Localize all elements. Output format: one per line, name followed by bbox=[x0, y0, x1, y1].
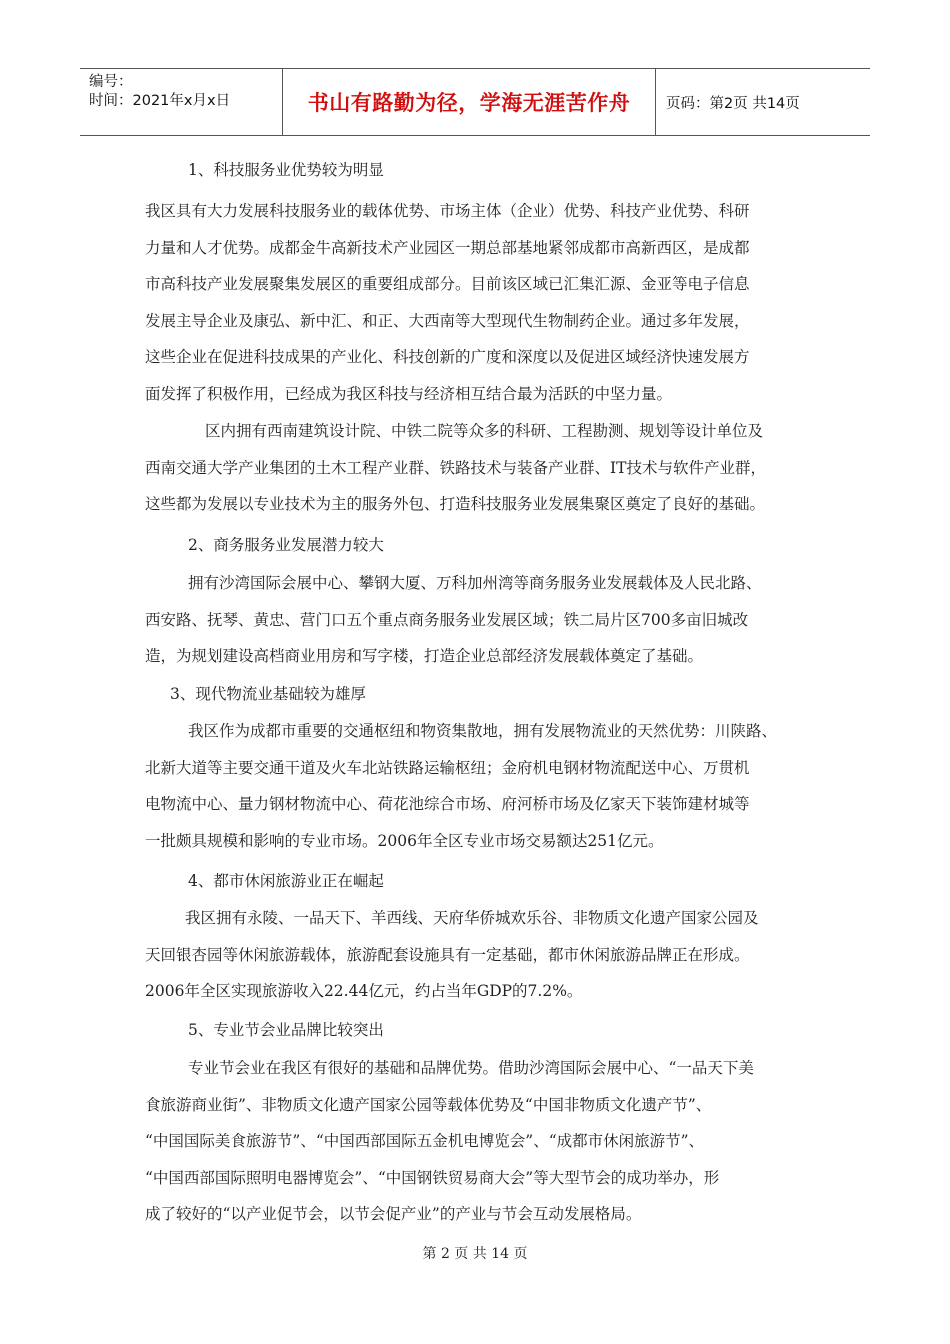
text-line: 食旅游商业街”、非物质文化遗产国家公园等载体优势及“中国非物质文化遗产节”、 bbox=[145, 1095, 712, 1114]
text-line: 我区作为成都市重要的交通枢纽和物资集散地，拥有发展物流业的天然优势：川陕路、 bbox=[188, 722, 778, 740]
text-line: 造，为规划建设高档商业用房和写字楼，打造企业总部经济发展载体奠定了基础。 bbox=[145, 647, 704, 666]
text-line: 面发挥了积极作用，已经成为我区科技与经济相互结合最为活跃的中坚力量。 bbox=[145, 384, 673, 403]
paragraph-1-2 bbox=[145, 413, 766, 523]
text-line: 天回银杏园等休闲旅游载体，旅游配套设施具有一定基础，都市休闲旅游品牌正在形成。 bbox=[145, 945, 750, 964]
header-motto: 书山有路勤为径，学海无涯苦作舟 bbox=[307, 91, 631, 115]
text-line: 我区具有大力发展科技服务业的载体优势、市场主体（企业）优势、科技产业优势、科研 bbox=[145, 202, 750, 220]
text-line: 发展主导企业及康弘、新中汇、和正、大西南等大型现代生物制药企业。通过多年发展， bbox=[145, 311, 750, 330]
document-number-label: 编号： bbox=[89, 74, 133, 90]
text-line: 这些企业在促进科技成果的产业化、科技创新的广度和深度以及促进区域经济快速发展方 bbox=[145, 348, 750, 367]
header-left-cell bbox=[80, 69, 283, 135]
text-line: 拥有沙湾国际会展中心、攀钢大厦、万科加州湾等商务服务业发展载体及人民北路、 bbox=[188, 574, 762, 592]
text-line: 我区拥有永陵、一品天下、羊西线、天府华侨城欢乐谷、非物质文化遗产国家公园及 bbox=[185, 909, 759, 927]
text-line: 北新大道等主要交通干道及火车北站铁路运输枢纽；金府机电钢材物流配送中心、万贯机 bbox=[145, 758, 750, 777]
text-line: 区内拥有西南建筑设计院、中铁二院等众多的科研、工程勘测、规划等设计单位及 bbox=[205, 422, 764, 440]
text-line: “中国国际美食旅游节”、“中国西部国际五金机电博览会”、“成都市休闲旅游节”、 bbox=[145, 1132, 705, 1151]
page-footer bbox=[0, 1243, 950, 1263]
paragraph-2 bbox=[145, 565, 762, 675]
section-heading-1: 1、科技服务业优势较为明显 bbox=[188, 161, 384, 179]
text-line: 西南交通大学产业集团的土木工程产业群、铁路技术与装备产业群、IT技术与软件产业群， bbox=[145, 458, 766, 477]
text-line: 西安路、抚琴、黄忠、营门口五个重点商务服务业发展区域；铁二局片区700多亩旧城改 bbox=[145, 610, 749, 629]
page-header bbox=[80, 68, 870, 136]
header-motto-cell bbox=[283, 69, 656, 135]
text-line: 2006年全区实现旅游收入22.44亿元，约占当年GDP的7.2%。 bbox=[145, 982, 583, 1001]
text-line: 电物流中心、量力钢材物流中心、荷花池综合市场、府河桥市场及亿家天下装饰建材城等 bbox=[145, 795, 750, 814]
text-line: 市高科技产业发展聚集发展区的重要组成部分。目前该区域已汇集汇源、金亚等电子信息 bbox=[145, 275, 750, 294]
text-line: 这些都为发展以专业技术为主的服务外包、打造科技服务业发展集聚区奠定了良好的基础。 bbox=[145, 495, 766, 514]
section-heading-5: 5、专业节会业品牌比较突出 bbox=[188, 1021, 384, 1039]
text-line: 一批颇具规模和影响的专业市场。2006年全区专业市场交易额达251亿元。 bbox=[145, 831, 664, 850]
section-heading-3: 3、现代物流业基础较为雄厚 bbox=[170, 685, 366, 703]
text-line: 专业节会业在我区有很好的基础和品牌优势。借助沙湾国际会展中心、“一品天下美 bbox=[188, 1059, 754, 1077]
paragraph-1-1 bbox=[145, 193, 750, 413]
section-heading-2: 2、商务服务业发展潜力较大 bbox=[188, 536, 384, 554]
page-number: 第 2 页 共 14 页 bbox=[422, 1246, 528, 1262]
paragraph-4 bbox=[145, 900, 759, 1010]
section-heading-4: 4、都市休闲旅游业正在崛起 bbox=[188, 872, 384, 890]
text-line: 力量和人才优势。成都金牛高新技术产业园区一期总部基地紧邻成都市高新西区，是成都 bbox=[145, 238, 750, 257]
text-line: 成了较好的“以产业促节会，以节会促产业”的产业与节会互动发展格局。 bbox=[145, 1205, 642, 1224]
paragraph-3 bbox=[145, 713, 777, 859]
header-page-cell bbox=[656, 69, 870, 135]
document-date: 时间：2021年x月x日 bbox=[89, 93, 231, 109]
header-page-info: 页码：第2页 共14页 bbox=[666, 95, 800, 112]
text-line: “中国西部国际照明电器博览会”、“中国钢铁贸易商大会”等大型节会的成功举办，形 bbox=[145, 1168, 720, 1187]
paragraph-5 bbox=[145, 1050, 754, 1233]
